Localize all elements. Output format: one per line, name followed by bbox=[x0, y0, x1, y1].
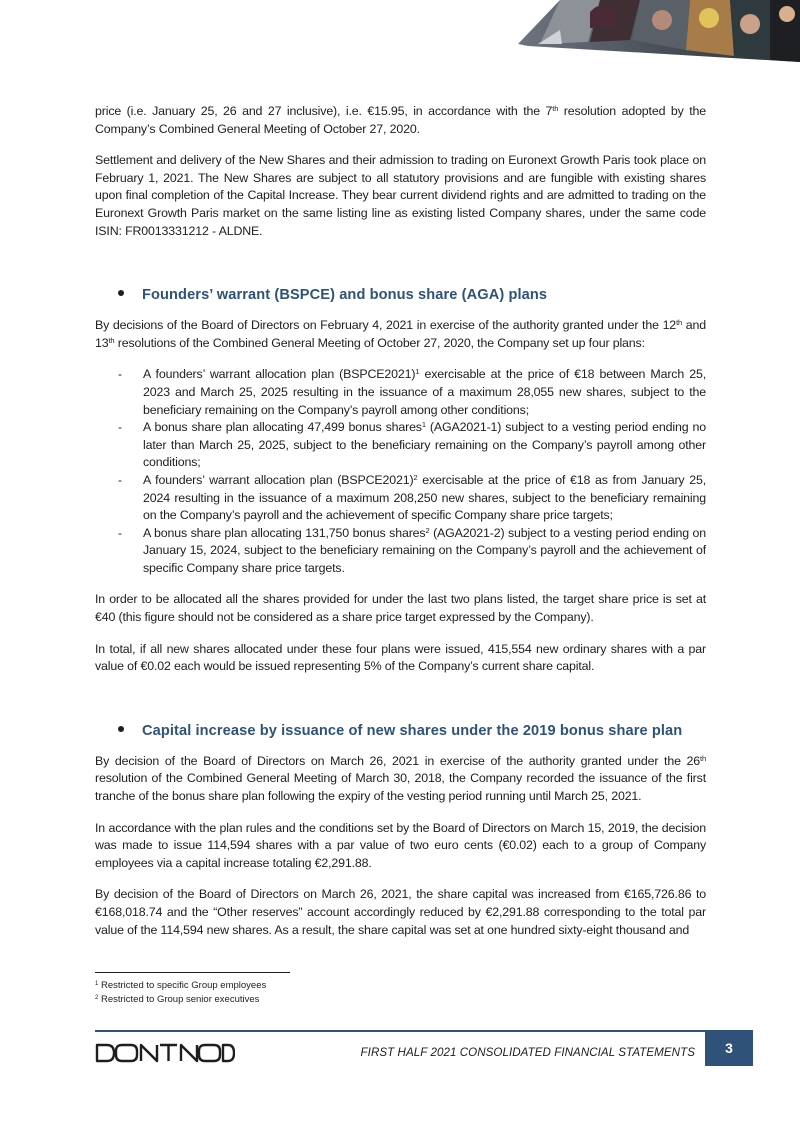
footnote-divider bbox=[95, 972, 290, 973]
section-heading-warrant-plans: Founders’ warrant (BSPCE) and bonus share (AGA) plans bbox=[95, 285, 706, 305]
footnotes bbox=[95, 979, 495, 1006]
paragraph-plan-rules: In accordance with the plan rules and the conditions set by the Board of Directors on March 15, 2019, the decision was made to issue 114,594 shares with a par value of two euro cents (€0.02) each to a group of Company employees via a capital increase totaling €2,291.88. bbox=[95, 820, 706, 870]
list-item: - A founders’ warrant allocation plan (BSPCE2021)$^2$ exercisable at the price of €18 as from January 25, 2024 resulting in the issuance of a maximum 208,250 new shares, subject to the beneficiary remaining on the Company’s payroll and the achievement of specific Company share price targets; bbox=[118, 472, 706, 523]
section-heading-capital-increase: Capital increase by issuance of new shares under the 2019 bonus share plan bbox=[95, 721, 706, 741]
footnote-2: $^2$ Restricted to Group senior executives bbox=[95, 993, 260, 1005]
footer-divider bbox=[95, 1030, 753, 1032]
paragraph-share-capital: By decision of the Board of Directors on March 26, 2021, the share capital was increased from €165,726.86 to €168,018.74 and the “Other reserves” account accordingly reduced by €2,291.88 corresponding to the total par value of the 114,594 new shares. As a result, the share capital was set at one hundred sixty-eight thousand and bbox=[95, 887, 706, 937]
page-content bbox=[95, 103, 706, 939]
paragraph-board-decisions: By decisions of the Board of Directors on February 4, 2021 in exercise of the authority granted under the 12th and 13th resolutions of the Combined General Meeting of October 27, 2020, the Company set up four plans: bbox=[95, 318, 706, 350]
page-number-badge: 3 bbox=[705, 1032, 753, 1066]
paragraph-offer-price: price (i.e. January 25, 26 and 27 inclusive), i.e. €15.95, in accordance with the 7th resolution adopted by the Company’s Combined General Meeting of October 27, 2020. bbox=[95, 104, 706, 136]
header-banner bbox=[0, 0, 800, 62]
dash-marker: - bbox=[118, 472, 122, 487]
paragraph-target-price: In order to be allocated all the shares provided for under the last two plans listed, the target share price is set at €40 (this figure should not be considered as a share price target expressed by the Company). bbox=[95, 592, 706, 625]
game-characters-banner-image bbox=[0, 0, 800, 62]
footer-document-title: FIRST HALF 2021 CONSOLIDATED FINANCIAL STATEMENTS bbox=[360, 1046, 695, 1059]
dontnod-logo bbox=[95, 1043, 235, 1063]
list-item: - A founders’ warrant allocation plan (BSPCE2021)$^1$ exercisable at the price of €18 between March 25, 2023 and March 25, 2025 resulting in the issuance of a maximum 28,055 new shares, subject to the beneficiary remaining on the Company’s payroll among other conditions; bbox=[118, 367, 706, 417]
paragraph-settlement: Settlement and delivery of the New Shares and their admission to trading on Euronext Growth Paris took place on February 1, 2021. The New Shares are subject to all statutory provisions and are fungible with existing shares upon final completion of the Capital Increase. They bear current dividend rights and are admitted to trading on the Euronext Growth Paris market on the same listing line as existing listed Company shares, under the same code ISIN: FR0013331212 - ALDNE. bbox=[95, 153, 706, 238]
list-item: - A bonus share plan allocating 131,750 bonus shares$^2$ (AGA2021-2) subject to a vesting period ending on January 15, 2024, subject to the beneficiary remaining on the Company’s payroll and the achievement of specific Company share price targets. bbox=[118, 525, 707, 575]
paragraph-march-decision: By decision of the Board of Directors on March 26, 2021 in exercise of the authority granted under the 26th resolution of the Combined General Meeting of March 30, 2018, the Company recorded the issuance of the first tranche of the bonus share plan following the expiry of the vesting period running until March 25, 2021. bbox=[95, 753, 706, 804]
dontnod-logo-image bbox=[95, 1043, 235, 1063]
paragraph-total-shares: In total, if all new shares allocated under these four plans were issued, 415,554 new ordinary shares with a par value of €0.02 each would be issued representing 5% of the Company’s current share capital. bbox=[95, 641, 706, 674]
dash-marker: - bbox=[118, 367, 122, 382]
bullet-dot-icon bbox=[118, 290, 128, 300]
dash-marker: - bbox=[118, 420, 122, 435]
bullet-dot-icon bbox=[118, 726, 128, 736]
footnote-1: $^1$ Restricted to specific Group employees bbox=[95, 980, 267, 991]
dash-marker: - bbox=[118, 525, 122, 540]
plans-list bbox=[95, 366, 706, 577]
list-item: - A bonus share plan allocating 47,499 bonus shares$^1$ (AGA2021-1) subject to a vesting period ending no later than March 25, 2025, subject to the beneficiary remaining on the Company’s payroll among other conditions; bbox=[118, 420, 706, 470]
